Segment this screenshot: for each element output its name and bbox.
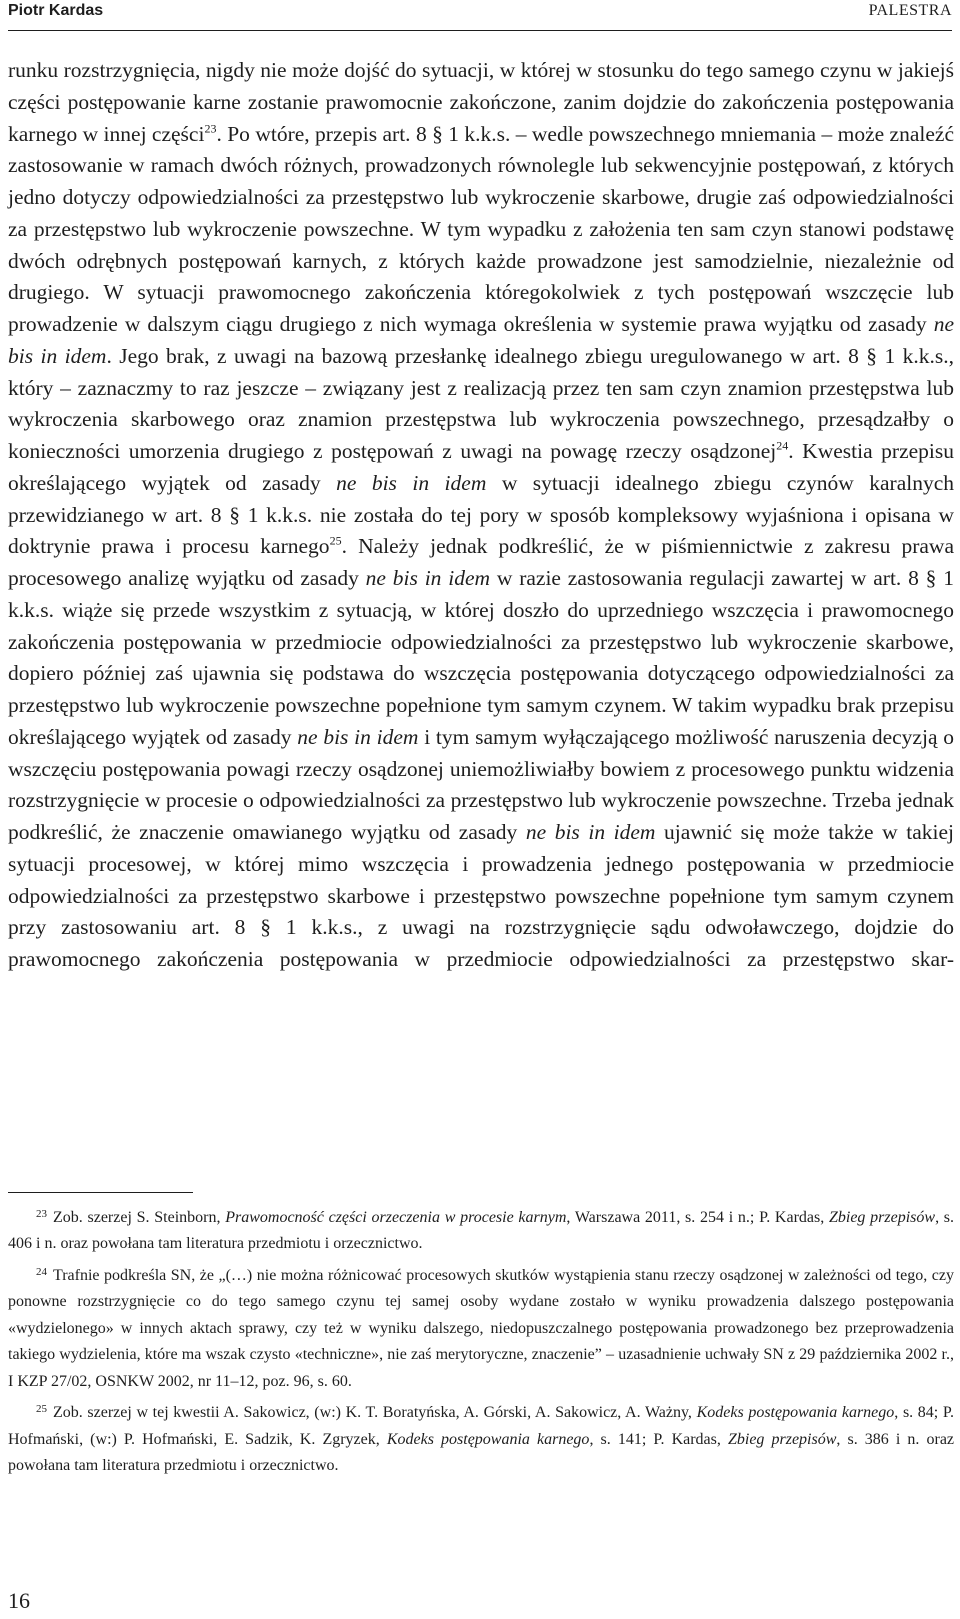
- text-run: . Po wtóre, przepis art. 8 § 1 k.k.s. – wedle powszechnego mniemania – może znaleźć zastosowanie w ramach dwóch różnych, prowadzonych równolegle lub sekwencyjnie postępowań, z których jedno dotyczy odpowiedzialności za przestępstwo lub wykroczenie skarbowe, drugie zaś odpowiedzialności za przestępstwo lub wykroczenie powszechne. W tym wypadku z założenia ten sam czyn stanowi podstawę dwóch odrębnych postępowań karnych, z których każde prowadzone jest samodzielnie, niezależnie od drugiego. W sytuacji prawomocnego zakończenia któregokolwiek z tych postępowań wszczęcie lub prowadzenie w dalszym ciągu drugiego z nich wymaga określenia w systemie prawa wyjątku od zasady: [8, 121, 954, 336]
- text-run: . Kwestia przepisu określającego wyjątek od zasady: [8, 439, 954, 495]
- footnote-reference: 23: [204, 121, 217, 136]
- body-paragraph: [8, 55, 954, 976]
- text-run: runku rozstrzygnięcia, nigdy nie może dojść do sytuacji, w której w stosunku do tego samego czynu w jakiejś części postępowanie karne zostanie prawomocnie zakończone, zanim dojdzie do zakończenia postępowania karnego w innej części: [8, 58, 954, 146]
- text-run: , s. 406 i n. oraz powołana tam literatura przedmiotu i orzecznictwo.: [8, 1208, 955, 1253]
- footnote-number: 23: [36, 1208, 47, 1220]
- page-number: 16: [8, 1588, 30, 1613]
- italic-text: ne bis in idem: [336, 470, 487, 495]
- footnote-24: [8, 1259, 954, 1395]
- text-run: Zob. szerzej w tej kwestii A. Sakowicz, (w:) K. T. Boratyńska, A. Górski, A. Sakowicz, A. Ważny,: [53, 1404, 697, 1422]
- footnote-number: 24: [36, 1265, 47, 1278]
- footnote-number: 25: [36, 1403, 47, 1416]
- footnote-25: [8, 1396, 954, 1479]
- text-run: Zob. szerzej S. Steinborn,: [53, 1208, 226, 1226]
- footnote-23: [8, 1201, 954, 1258]
- text-run: , s. 84; P. Hofmański, (w:) P. Hofmański, E. Sadzik, K. Zgryzek,: [8, 1404, 955, 1448]
- footnote-reference: 25: [329, 533, 342, 548]
- italic-text: ne bis in idem: [365, 566, 491, 590]
- italic-text: ne bis in idem: [297, 724, 419, 749]
- text-run: Trafnie podkreśla SN, że „(…) nie można różnicować procesowych skutków wystąpienia stanu rzeczy osądzonej w zależności od tego, czy ponowne rozstrzygnięcie co do tego samego czynu tej samej osoby wydane zostało w wyniku prowadzenia dalszego postępowania «wydzielonego» w innych aktach sprawy, czy też w wyniku dalszego, niedopuszczalnego postępowania prowadzonego bez przeprowadzenia takiego wydzielenia, które ma wszak czysto «techniczne», nie zaś merytoryczne, znaczenie” – uzasadnienie uchwały SN z 29 października 2002 r., I KZP 27/02, OSNKW 2002, nr 11–12, poz. 96, s. 60.: [8, 1266, 954, 1390]
- text-run: w razie zastosowania regulacji zawartej w art. 8 § 1 k.k.s. wiąże się przede wszystkim z sytuacją, w której doszło do uprzedniego wszczęcia i prawomocnego zakończenia postępowania w przedmiocie odpowiedzialności za przestępstwo lub wykroczenie skarbowe, dopiero później zaś ujawnia się podstawa do wszczęcia postępowania dotyczącego odpowiedzialności za przestępstwo lub wykroczenie powszechne popełnione tym samym czynem. W takim wypadku brak przepisu określającego wyjątek od zasady: [8, 566, 955, 749]
- text-run: . Należy jednak podkreślić, że w piśmiennictwie z zakresu prawa procesowego analizę wyjątku od zasady: [8, 534, 954, 590]
- italic-text: Zbieg przepisów: [727, 1430, 837, 1448]
- footnote-separator: [8, 1192, 193, 1193]
- footnotes: [8, 1201, 954, 1481]
- header-author: Piotr Kardas: [8, 2, 104, 19]
- running-header: [8, 0, 952, 31]
- italic-text: Zbieg przepisów: [828, 1208, 936, 1226]
- text-run: , s. 141; P. Kardas,: [589, 1430, 728, 1448]
- footnote-reference: 24: [776, 438, 789, 453]
- text-run: , Warszawa 2011, s. 254 i n.; P. Kardas,: [566, 1208, 829, 1226]
- italic-text: ne bis in idem: [525, 820, 656, 844]
- italic-text: Kodeks postępowania karnego: [696, 1404, 895, 1422]
- italic-text: Prawomocność części orzeczenia w procesie karnym: [225, 1208, 567, 1226]
- text-run: . Jego brak, z uwagi na bazową przesłankę idealnego zbiegu uregulowanego w art. 8 § 1 k.k.s., który – zaznaczmy to raz jeszcze – związany jest z realizacją przez ten sam czyn znamion przestępstwa lub wykroczenia skarbowego oraz znamion przestępstwa lub wykroczenia powszechnego, przesądzałby o konieczności umorzenia drugiego z postępowań z uwagi na powagę rzeczy osądzonej: [8, 343, 954, 463]
- text-run: ujawnić się może także w takiej sytuacji procesowej, w której mimo wszczęcia i prowadzenia jednego postępowania w przedmiocie odpowiedzialności za przestępstwo skarbowe i przestępstwo powszechne popełnione tym samym czynem przy zastosowaniu art. 8 § 1 k.k.s., z uwagi na rozstrzygnięcie sądu odwoławczego, dojdzie do prawomocnego zakończenia postępowania w przedmiocie odpowiedzialności za przestępstwo skar-: [8, 820, 954, 971]
- italic-text: Kodeks postępowania karnego: [386, 1430, 590, 1448]
- text-run: , s. 386 i n. oraz powołana tam literatura przedmiotu i orzecznictwo.: [8, 1430, 955, 1475]
- text-run: i tym samym wyłączającego możliwość naruszenia decyzją o wszczęciu postępowania powagi rzeczy osądzonej uniemożliwiałby bowiem z procesowego punktu widzenia rozstrzygnięcie w procesie o odpowiedzialności za przestępstwo lub wykroczenie powszechne. Trzeba jednak podkreślić, że znaczenie omawianego wyjątku od zasady: [8, 724, 954, 844]
- header-journal: PALESTRA: [868, 2, 952, 19]
- italic-text: ne bis in idem: [8, 312, 954, 368]
- main-text: [8, 55, 954, 976]
- text-run: w sytuacji idealnego zbiegu czynów karalnych przewidzianego w art. 8 § 1 k.k.s. nie została do tej pory w sposób kompleksowy wyjaśniona i opisana w doktrynie prawa i procesu karnego: [8, 470, 955, 559]
